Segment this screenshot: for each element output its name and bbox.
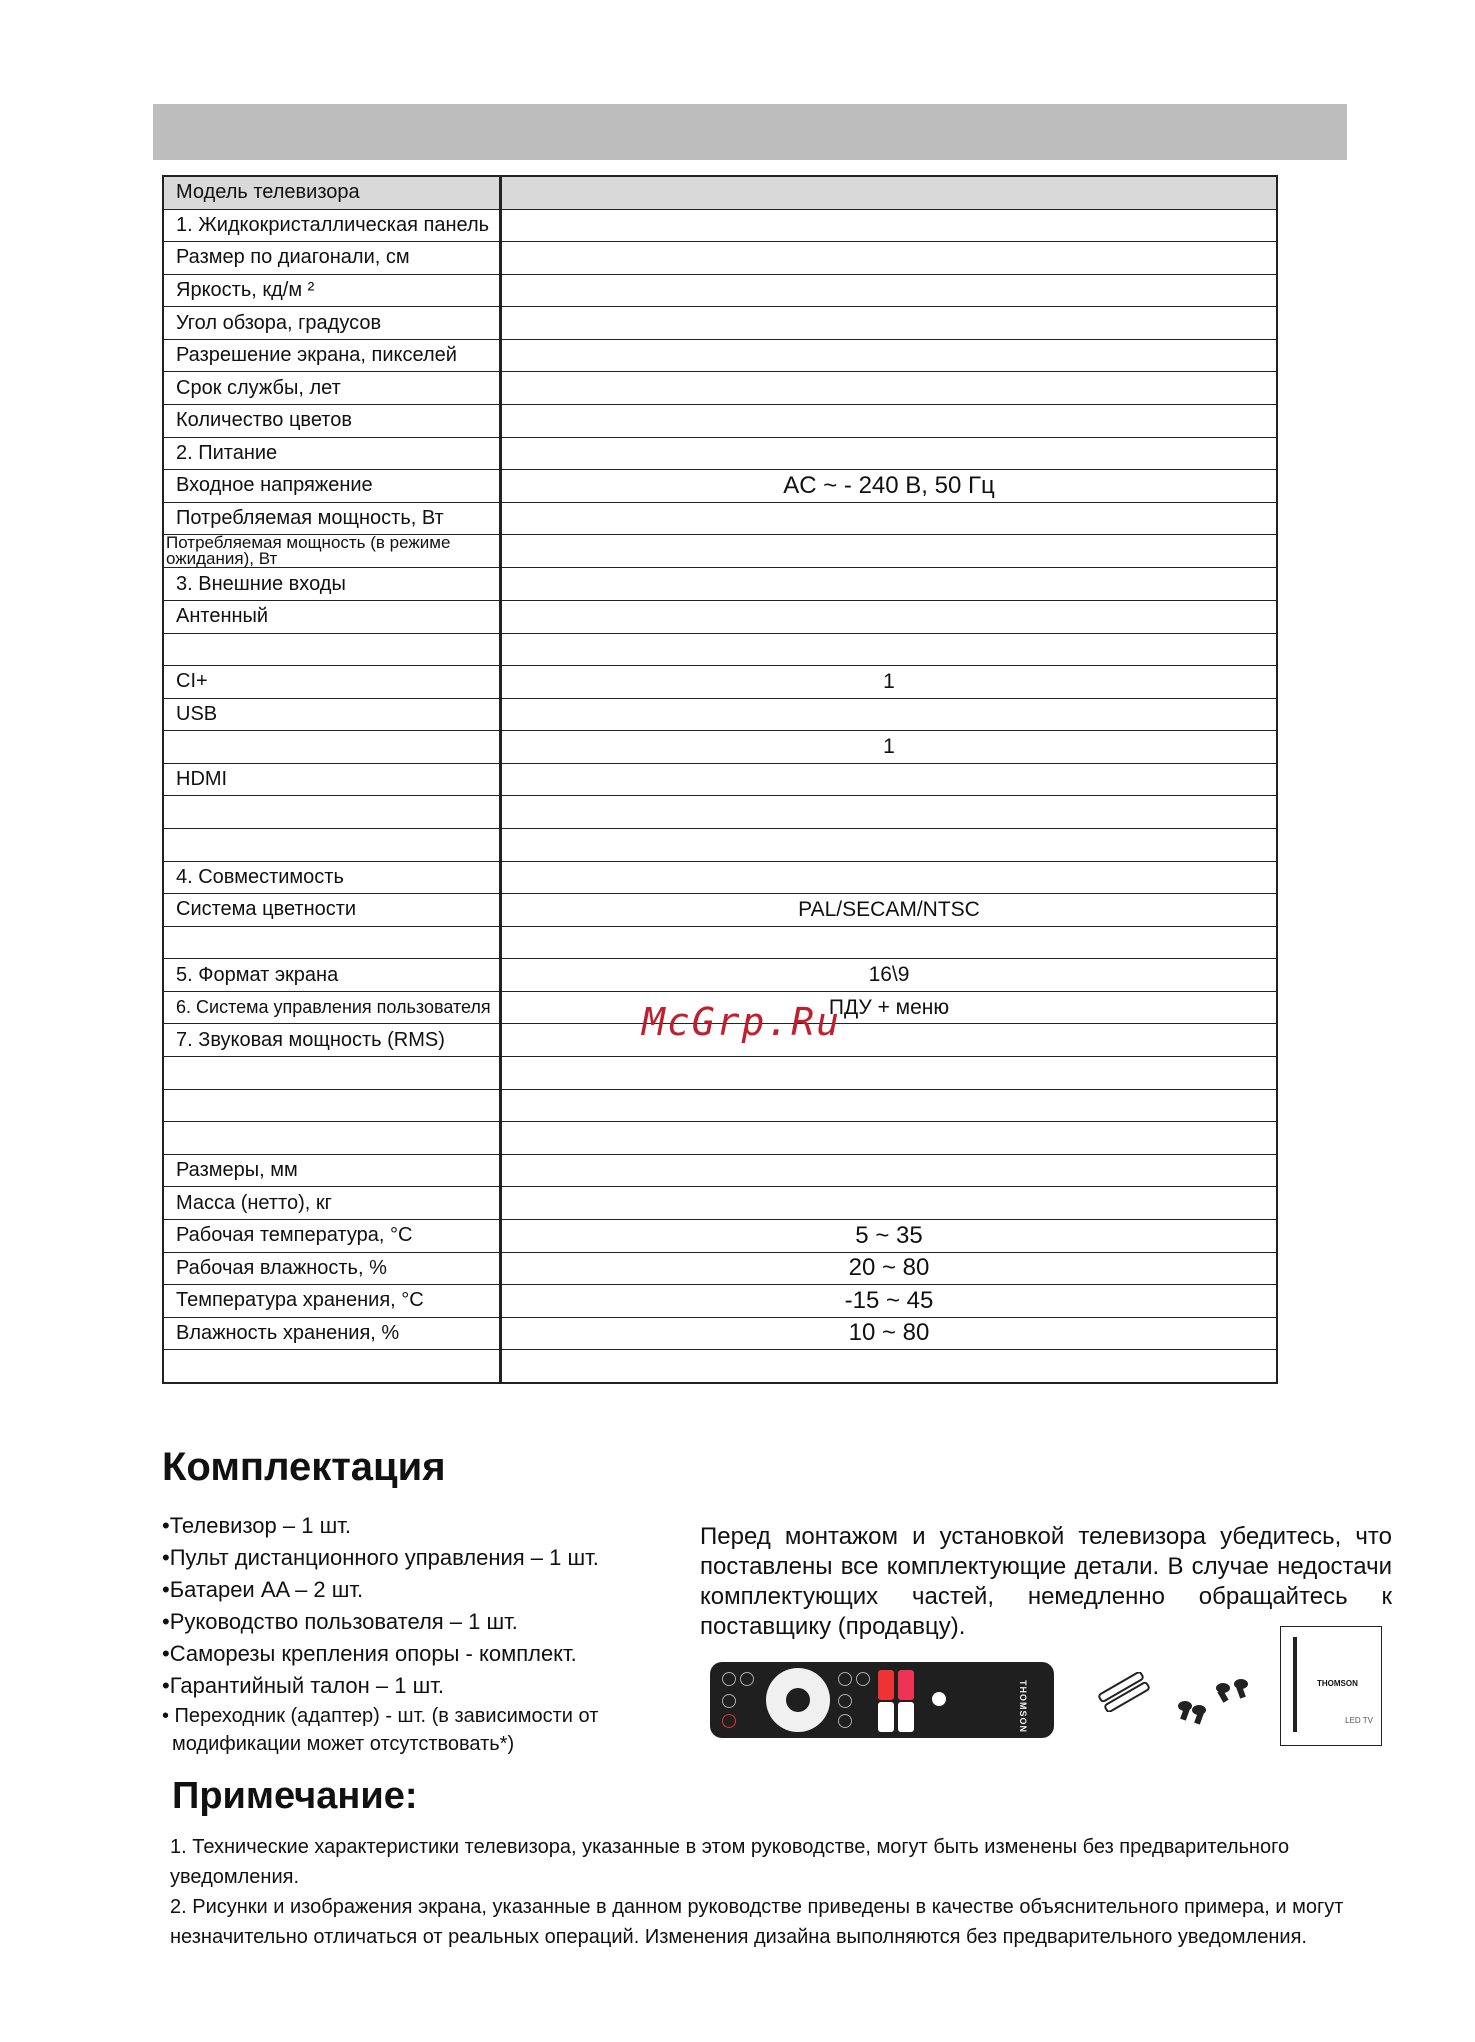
- kit-list: [162, 1510, 682, 1758]
- kit-item: •Гарантийный талон – 1 шт.: [162, 1673, 444, 1698]
- spec-label: Размер по диагонали, см: [164, 242, 502, 274]
- spec-row: [164, 796, 1276, 829]
- spec-row: [164, 894, 1276, 927]
- notes-body: [170, 1832, 1420, 1952]
- remote-brand: THOMSON: [1018, 1680, 1028, 1733]
- spec-label: Потребляемая мощность (в режиме ожидания), Вт: [164, 535, 502, 567]
- spec-label: Угол обзора, градусов: [164, 307, 502, 339]
- kit-item: •Пульт дистанционного управления – 1 шт.: [162, 1545, 599, 1570]
- spec-label: 4. Совместимость: [164, 862, 502, 894]
- spec-value: [502, 699, 1276, 731]
- watermark: McGrp.Ru: [642, 1000, 842, 1044]
- spec-value: 1: [883, 669, 895, 693]
- spec-row: [164, 1285, 1276, 1318]
- remote-button-icon: [722, 1694, 736, 1708]
- kit-title: Комплектация: [162, 1445, 446, 1489]
- spec-row: [164, 829, 1276, 862]
- assistant-icon: [932, 1692, 946, 1706]
- spec-value: [502, 405, 1276, 437]
- spec-row: [164, 927, 1276, 960]
- spec-row: [164, 1122, 1276, 1155]
- spec-label: 1. Жидкокристаллическая панель: [164, 210, 502, 242]
- spec-label: CI+: [164, 666, 502, 698]
- spec-value: [502, 275, 1276, 307]
- spec-label: Модель телевизора: [164, 177, 502, 209]
- spec-label: 5. Формат экрана: [164, 959, 502, 991]
- spec-row: [164, 568, 1276, 601]
- spec-value: [502, 829, 1276, 861]
- spec-row: [164, 210, 1276, 243]
- spec-value: ПДУ + меню: [828, 995, 950, 1019]
- prime-video-app-icon: [898, 1702, 914, 1732]
- spec-value: [502, 210, 1276, 242]
- spec-value: 1: [883, 735, 895, 759]
- spec-label: Яркость, кд/м ²: [164, 275, 502, 307]
- spec-row: [164, 405, 1276, 438]
- spec-row: [164, 1090, 1276, 1123]
- spec-row: [164, 1350, 1276, 1382]
- spec-row: [164, 601, 1276, 634]
- spec-label: Влажность хранения, %: [164, 1318, 502, 1350]
- spec-row: [164, 1155, 1276, 1188]
- spec-value: [502, 1057, 1276, 1089]
- spec-value: PAL/SECAM/NTSC: [798, 897, 980, 921]
- google-play-app-icon: [898, 1670, 914, 1700]
- manual-brand: THOMSON: [1317, 1679, 1358, 1688]
- spec-value: [502, 307, 1276, 339]
- spec-row: [164, 1220, 1276, 1253]
- spec-label: Срок службы, лет: [164, 372, 502, 404]
- spec-label: Потребляемая мощность, Вт: [164, 503, 502, 535]
- spec-label: Входное напряжение: [164, 470, 502, 502]
- spec-row: [164, 307, 1276, 340]
- note-line: 2. Рисунки и изображения экрана, указанные в данном руководстве приведены в качестве объяснительного примера, и могут незначительно отличаться от реальных операций. Изменения дизайна выполняются без предварительного уведомления.: [170, 1896, 1344, 1948]
- spec-label: Система цветности: [164, 894, 502, 926]
- screws-icon: [1165, 1668, 1255, 1728]
- spec-value: [502, 372, 1276, 404]
- kit-item-adapter: • Переходник (адаптер) - шт. (в зависимости от модификации может отсутствовать*): [162, 1705, 599, 1755]
- remote-button-icon: [856, 1672, 870, 1686]
- spec-label: Разрешение экрана, пикселей: [164, 340, 502, 372]
- spec-row: [164, 731, 1276, 764]
- kit-note: Перед монтажом и установкой телевизора убедитесь, что поставлены все комплектующие детали. В случае недостачи комплектующих частей, немедленно обращайтесь к поставщику (продавцу).: [700, 1523, 1392, 1640]
- kit-item: •Руководство пользователя – 1 шт.: [162, 1609, 518, 1634]
- netflix-app-icon: [878, 1702, 894, 1732]
- spec-row: [164, 699, 1276, 732]
- spec-label: 6. Система управления пользователя: [164, 992, 502, 1024]
- spec-value: [502, 1122, 1276, 1154]
- spec-row: [164, 959, 1276, 992]
- spec-row: [164, 503, 1276, 536]
- spec-label: 7. Звуковая мощность (RMS): [164, 1024, 502, 1056]
- spec-value: [502, 601, 1276, 633]
- spec-value: [502, 862, 1276, 894]
- spec-value: [502, 796, 1276, 828]
- remote-button-icon: [722, 1672, 736, 1686]
- spec-label: Количество цветов: [164, 405, 502, 437]
- spec-value: [502, 764, 1276, 796]
- spec-label: [164, 731, 502, 763]
- spec-row: [164, 1187, 1276, 1220]
- spec-label: Рабочая температура, °C: [164, 1220, 502, 1252]
- spec-value: [502, 1350, 1276, 1382]
- spec-value: 20 ~ 80: [848, 1254, 930, 1282]
- spec-label: [164, 634, 502, 666]
- spec-value: 16\9: [868, 963, 910, 987]
- spec-row: [164, 340, 1276, 373]
- manual-stripe: [1293, 1637, 1297, 1732]
- spec-row: [164, 1057, 1276, 1090]
- spec-value: 10 ~ 80: [848, 1319, 930, 1347]
- spec-row: [164, 764, 1276, 797]
- spec-value: [502, 242, 1276, 274]
- spec-value: [502, 568, 1276, 600]
- kit-item: •Саморезы крепления опоры - комплект.: [162, 1641, 577, 1666]
- spec-label: [164, 1057, 502, 1089]
- spec-label: HDMI: [164, 764, 502, 796]
- spec-row: [164, 438, 1276, 471]
- spec-label: [164, 796, 502, 828]
- spec-value: [502, 340, 1276, 372]
- spec-row: [164, 535, 1276, 568]
- remote-ok-icon: [786, 1688, 810, 1712]
- manual-label: LED TV: [1345, 1716, 1373, 1725]
- remote-button-icon: [838, 1672, 852, 1686]
- kit-item: •Телевизор – 1 шт.: [162, 1513, 351, 1538]
- youtube-app-icon: [878, 1670, 894, 1700]
- spec-label: [164, 1122, 502, 1154]
- spec-row: [164, 275, 1276, 308]
- kit-item: •Батареи AA – 2 шт.: [162, 1577, 364, 1602]
- spec-label: 3. Внешние входы: [164, 568, 502, 600]
- spec-value: AC ~ - 240 В, 50 Гц: [783, 471, 995, 499]
- spec-value: [502, 1187, 1276, 1219]
- spec-label: Масса (нетто), кг: [164, 1187, 502, 1219]
- notes-title: Примечание:: [172, 1775, 418, 1817]
- spec-label: Рабочая влажность, %: [164, 1253, 502, 1285]
- remote-control-image: [710, 1662, 1054, 1738]
- spec-value: [502, 634, 1276, 666]
- spec-row: [164, 666, 1276, 699]
- spec-row: [164, 862, 1276, 895]
- spec-value: [502, 503, 1276, 535]
- note-line: 1. Технические характеристики телевизора, указанные в этом руководстве, могут быть изменены без предварительного уведомления.: [170, 1836, 1290, 1888]
- spec-row: [164, 242, 1276, 275]
- spec-value: 5 ~ 35: [855, 1221, 923, 1249]
- remote-button-icon: [838, 1694, 852, 1708]
- spec-label: [164, 1350, 502, 1382]
- spec-row: [164, 1318, 1276, 1351]
- spec-label: Размеры, мм: [164, 1155, 502, 1187]
- spec-value: [502, 177, 1276, 209]
- spec-row: [164, 634, 1276, 667]
- spec-label: [164, 1090, 502, 1122]
- remote-button-icon: [722, 1714, 736, 1728]
- spec-value: [502, 927, 1276, 959]
- spec-label: [164, 927, 502, 959]
- remote-button-icon: [740, 1672, 754, 1686]
- spec-label: USB: [164, 699, 502, 731]
- spec-row: [164, 372, 1276, 405]
- remote-button-icon: [838, 1714, 852, 1728]
- spec-table: [162, 175, 1278, 1384]
- batteries-icon: [1094, 1672, 1154, 1712]
- spec-row: [164, 1253, 1276, 1286]
- header-bar: [153, 104, 1347, 160]
- spec-value: [502, 1155, 1276, 1187]
- user-manual-image: [1280, 1626, 1382, 1746]
- spec-row: [164, 177, 1276, 210]
- spec-row: [164, 470, 1276, 503]
- spec-value: [502, 1024, 1276, 1056]
- spec-label: [164, 829, 502, 861]
- spec-value: [502, 535, 1276, 567]
- spec-label: Температура хранения, °C: [164, 1285, 502, 1317]
- spec-value: [502, 1090, 1276, 1122]
- spec-value: [502, 438, 1276, 470]
- spec-value: -15 ~ 45: [844, 1286, 934, 1314]
- spec-label: Антенный: [164, 601, 502, 633]
- spec-label: 2. Питание: [164, 438, 502, 470]
